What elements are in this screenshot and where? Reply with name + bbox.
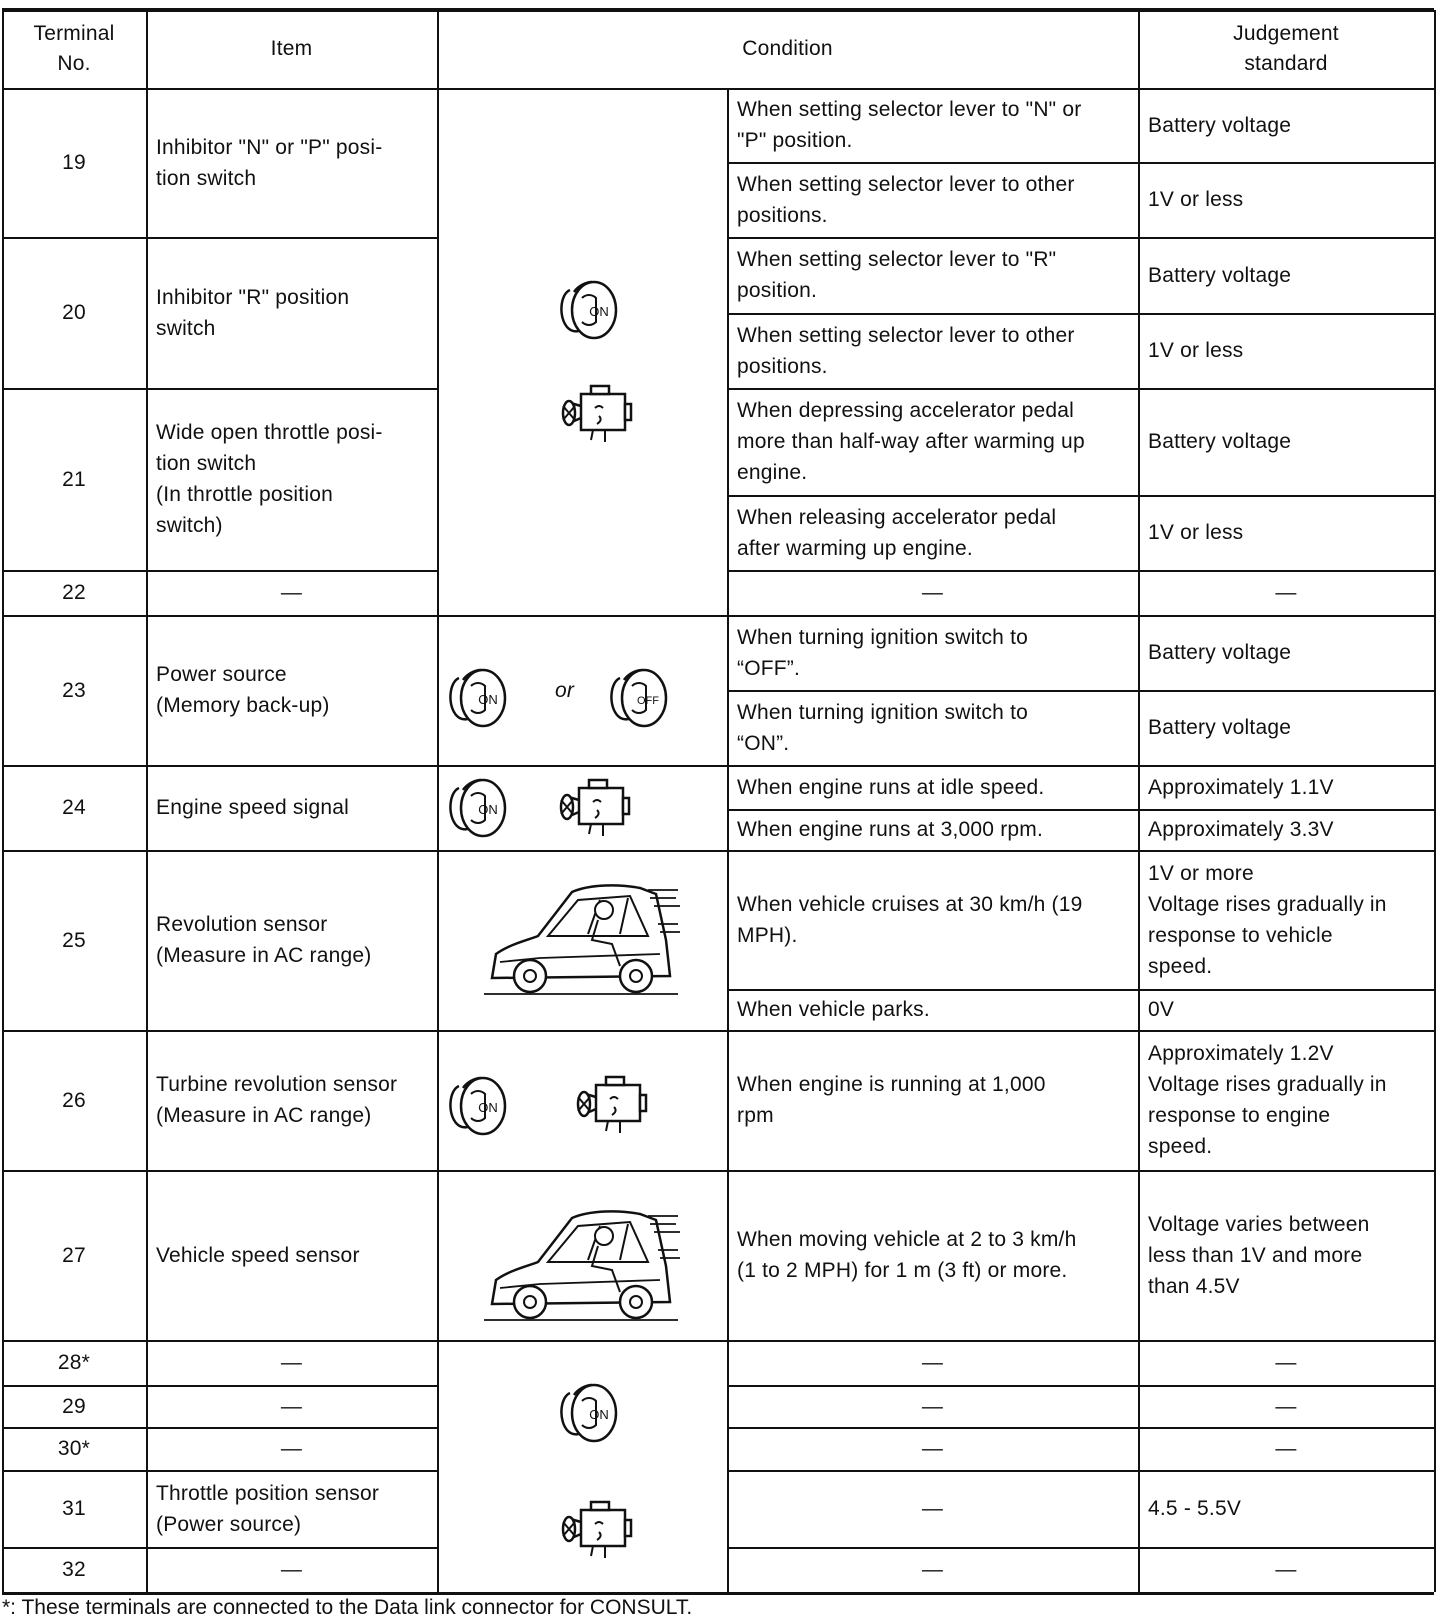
column-divider bbox=[437, 10, 439, 1592]
terminal-number: 31 bbox=[62, 1497, 86, 1520]
condition-text: When turning ignition switch to “OFF”. bbox=[737, 625, 1029, 680]
terminal-number: 19 bbox=[62, 151, 86, 174]
table-right-border bbox=[1434, 10, 1436, 1592]
engine-running-icon bbox=[555, 384, 635, 444]
judgement-value: 1V or less bbox=[1148, 339, 1244, 362]
condition-text: When setting selector lever to other positions. bbox=[737, 323, 1075, 378]
condition-text: When engine is running at 1,000 rpm bbox=[737, 1073, 1046, 1127]
condition-text: When depressing accelerator pedal more than half-way after warming up engine. bbox=[737, 399, 1085, 484]
terminal-number: 30* bbox=[57, 1437, 91, 1460]
terminal-number: 26 bbox=[62, 1088, 86, 1112]
judgement-value: Approximately 3.3V bbox=[1148, 818, 1334, 841]
judgement-value: — bbox=[1275, 581, 1297, 604]
table-left-border bbox=[2, 10, 4, 1592]
terminal-number: 27 bbox=[62, 1243, 86, 1267]
condition-text: When releasing accelerator pedal after warming up engine. bbox=[737, 505, 1057, 560]
terminal-number: 23 bbox=[62, 678, 86, 702]
judgement-value: — bbox=[1275, 1351, 1297, 1374]
header-terminal: Terminal No. bbox=[33, 22, 115, 75]
condition-text: When engine runs at idle speed. bbox=[737, 775, 1045, 799]
ignition-on-icon bbox=[445, 770, 511, 842]
ignition-on-icon bbox=[556, 272, 622, 344]
judgement-value: Voltage varies between less than 1V and more than 4.5V bbox=[1148, 1212, 1370, 1298]
judgement-value: — bbox=[1275, 1394, 1297, 1418]
engine-running-icon bbox=[555, 1500, 635, 1560]
terminal-number: 32 bbox=[62, 1558, 86, 1581]
icon-group-divider bbox=[437, 1030, 727, 1032]
item-name: Inhibitor "N" or "P" posi- tion switch bbox=[156, 135, 383, 190]
svg-text:ON: ON bbox=[478, 692, 498, 707]
icon-group-divider bbox=[437, 765, 727, 767]
condition-text: When setting selector lever to "N" or "P" position. bbox=[737, 98, 1082, 152]
judgement-value: Approximately 1.2V Voltage rises gradually in response to engine speed. bbox=[1148, 1042, 1387, 1158]
item-name: — bbox=[280, 1437, 303, 1460]
icon-group-divider bbox=[437, 1340, 727, 1342]
svg-text:OFF: OFF bbox=[637, 695, 659, 707]
item-name: Power source (Memory back-up) bbox=[156, 663, 330, 717]
item-name: Turbine revolution sensor (Measure in AC range) bbox=[156, 1073, 398, 1127]
terminal-number: 22 bbox=[62, 581, 86, 604]
judgement-value: 1V or more Voltage rises gradually in response to vehicle speed. bbox=[1148, 861, 1387, 978]
terminal-number: 25 bbox=[62, 928, 86, 952]
terminal-number: 28* bbox=[57, 1351, 91, 1374]
condition-text: — bbox=[921, 1497, 944, 1520]
item-name: — bbox=[280, 1394, 303, 1418]
terminal-number: 29 bbox=[62, 1394, 86, 1418]
judgement-value: — bbox=[1275, 1437, 1297, 1460]
or-label: or bbox=[555, 678, 575, 702]
judgement-value: Battery voltage bbox=[1148, 430, 1292, 453]
item-name: Engine speed signal bbox=[156, 796, 349, 819]
header-item: Item bbox=[270, 37, 313, 60]
terminal-number: 21 bbox=[62, 467, 86, 491]
item-name: Wide open throttle posi- tion switch (In throttle position switch) bbox=[156, 421, 383, 537]
judgement-value: Battery voltage bbox=[1148, 716, 1292, 739]
engine-running-icon bbox=[553, 778, 633, 838]
condition-text: — bbox=[921, 1351, 944, 1374]
judgement-value: — bbox=[1275, 1558, 1297, 1581]
ignition-on-icon bbox=[445, 1068, 511, 1140]
moving-vehicle-icon bbox=[480, 1196, 680, 1336]
column-divider bbox=[1138, 10, 1140, 1592]
icon-group-divider bbox=[437, 1170, 727, 1172]
judgement-value: 0V bbox=[1148, 998, 1175, 1021]
judgement-value: Battery voltage bbox=[1148, 263, 1292, 287]
judgement-value: Approximately 1.1V bbox=[1148, 775, 1334, 799]
item-name: Revolution sensor (Measure in AC range) bbox=[156, 913, 372, 967]
moving-vehicle-icon bbox=[480, 870, 680, 1010]
icon-group-divider bbox=[437, 850, 727, 852]
ignition-off-icon bbox=[606, 660, 672, 732]
condition-text: When engine runs at 3,000 rpm. bbox=[737, 818, 1044, 841]
condition-text: When vehicle cruises at 30 km/h (19 MPH). bbox=[737, 892, 1083, 947]
terminal-number: 20 bbox=[62, 301, 86, 324]
condition-text: When turning ignition switch to “ON”. bbox=[737, 700, 1029, 755]
ignition-on-icon bbox=[556, 1375, 622, 1447]
column-divider bbox=[146, 10, 148, 1592]
table-bottom-border bbox=[2, 1592, 1434, 1595]
icon-group-divider bbox=[437, 615, 727, 617]
ignition-on-icon bbox=[445, 660, 511, 732]
svg-text:ON: ON bbox=[478, 1100, 498, 1115]
condition-text: When vehicle parks. bbox=[737, 998, 930, 1021]
judgement-value: Battery voltage bbox=[1148, 641, 1292, 664]
condition-text: When moving vehicle at 2 to 3 km/h (1 to 2 MPH) for 1 m (3 ft) or more. bbox=[737, 1228, 1077, 1282]
condition-text: When setting selector lever to other positions. bbox=[737, 172, 1075, 227]
footnote: *: These terminals are connected to the Data link connector for CONSULT. bbox=[2, 1596, 693, 1619]
condition-text: — bbox=[921, 1437, 944, 1460]
item-name: Inhibitor "R" position switch bbox=[156, 285, 350, 340]
judgement-value: 1V or less bbox=[1148, 521, 1244, 544]
condition-text: — bbox=[921, 1394, 944, 1418]
header-condition: Condition bbox=[742, 37, 833, 60]
item-name: — bbox=[280, 1351, 303, 1374]
header-judgement: Judgement standard bbox=[1233, 22, 1339, 75]
terminal-number: 24 bbox=[62, 796, 86, 819]
item-name: Throttle position sensor (Power source) bbox=[156, 1481, 380, 1536]
item-name: — bbox=[280, 581, 303, 604]
judgement-value: 1V or less bbox=[1148, 188, 1244, 211]
svg-text:ON: ON bbox=[589, 1407, 609, 1422]
svg-text:ON: ON bbox=[478, 802, 498, 817]
condition-text: — bbox=[921, 581, 944, 604]
judgement-value: 4.5 - 5.5V bbox=[1148, 1497, 1242, 1520]
condition-text: — bbox=[921, 1558, 944, 1581]
item-name: — bbox=[280, 1558, 303, 1581]
svg-text:ON: ON bbox=[589, 304, 609, 319]
item-name: Vehicle speed sensor bbox=[156, 1243, 360, 1267]
judgement-value: Battery voltage bbox=[1148, 113, 1292, 137]
condition-text: When setting selector lever to "R" position. bbox=[737, 248, 1057, 302]
engine-running-icon bbox=[570, 1075, 650, 1135]
